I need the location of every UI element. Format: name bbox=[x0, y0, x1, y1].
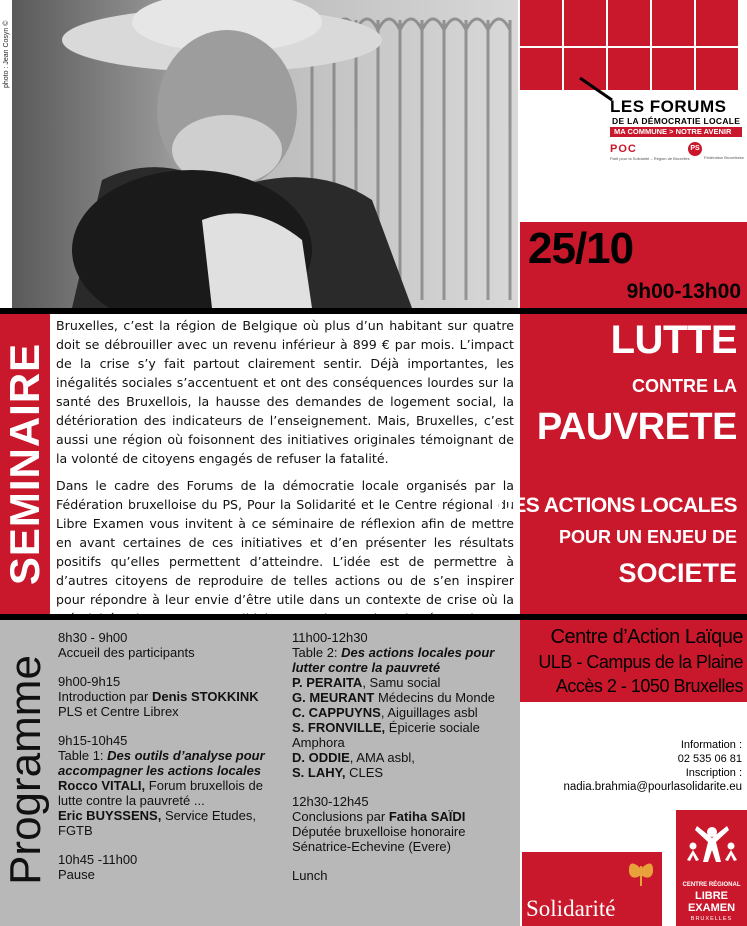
email-link[interactable]: nadia.brahmia@pourlasolidarite.eu bbox=[563, 781, 742, 793]
libre-examen-name: LIBRE EXAMEN bbox=[687, 890, 736, 914]
venue-line: Centre d’Action Laïque bbox=[550, 626, 743, 648]
portrait-thumb bbox=[520, 48, 562, 90]
item-text: Introduction par bbox=[58, 689, 152, 704]
event-photo bbox=[12, 0, 518, 308]
subtitle-line: SOCIETE bbox=[618, 558, 737, 588]
ps-logo: PS bbox=[688, 142, 702, 156]
speaker-name: P. PERAITA bbox=[292, 675, 363, 690]
seminaire-label: SEMINAIRE bbox=[1, 342, 48, 586]
item-text: Lunch bbox=[292, 868, 328, 883]
intro-text bbox=[56, 316, 514, 636]
programme-item bbox=[292, 868, 514, 883]
programme-item bbox=[292, 794, 514, 854]
item-time: 9h15-10h45 bbox=[58, 733, 128, 748]
speaker-org: , Aiguillages asbl bbox=[380, 705, 478, 720]
item-time: 8h30 - 9h00 bbox=[58, 630, 128, 645]
forums-subtitle: DE LA DÉMOCRATIE LOCALE bbox=[612, 116, 741, 126]
registration-label: Inscription : bbox=[685, 767, 742, 779]
photo-credit: photo : Jean Cosyn © bbox=[3, 20, 10, 88]
speaker-name: C. CAPPUYNS bbox=[292, 705, 381, 720]
forums-tagline: MA COMMUNE > NOTRE AVENIR bbox=[610, 127, 742, 137]
figures-icon bbox=[681, 816, 743, 878]
portrait-thumb bbox=[608, 48, 650, 90]
programme-item bbox=[58, 674, 286, 719]
subtitle-line: DES ACTIONS LOCALES bbox=[497, 494, 737, 517]
forums-logo bbox=[520, 0, 747, 222]
photo-illustration bbox=[12, 0, 518, 308]
programme-section bbox=[0, 620, 520, 926]
portrait-thumb bbox=[652, 48, 694, 90]
speaker-name: S. FRONVILLE, bbox=[292, 720, 386, 735]
poc-caption: Parti pour la Solidarité – Région de Bruxelles bbox=[610, 156, 690, 161]
libre-examen-city: BRUXELLES bbox=[690, 916, 733, 922]
ps-caption: Fédération Bruxelloise bbox=[704, 155, 744, 160]
programme-column bbox=[292, 630, 514, 897]
seminaire-banner bbox=[0, 314, 50, 614]
table-label: Table 2: bbox=[292, 645, 342, 660]
event-date: 25/10 bbox=[528, 224, 634, 273]
table-label: Table 1: bbox=[58, 748, 108, 763]
poc-logo: POC bbox=[610, 143, 637, 155]
programme-item bbox=[292, 630, 514, 780]
solidarite-logo bbox=[522, 852, 662, 926]
item-time: 12h30-12h45 bbox=[292, 794, 369, 809]
speaker-org: , AMA asbl, bbox=[349, 750, 415, 765]
portrait-thumb bbox=[696, 0, 738, 46]
speaker-org: Sénatrice-Echevine (Evere) bbox=[292, 839, 451, 854]
programme-label: Programme bbox=[1, 655, 50, 885]
programme-item bbox=[58, 852, 286, 882]
item-text: Conclusions par bbox=[292, 809, 389, 824]
speaker-name: Denis STOKKINK bbox=[151, 689, 259, 704]
libre-examen-label: CENTRE RÉGIONAL bbox=[682, 882, 741, 888]
title-block bbox=[497, 314, 747, 614]
venue-line: ULB - Campus de la Plaine bbox=[538, 652, 743, 672]
item-text: Pause bbox=[58, 867, 95, 882]
speaker-org: , Samu social bbox=[362, 675, 441, 690]
speaker-org: Service Etudes, FGTB bbox=[58, 808, 256, 838]
event-time: 9h00-13h00 bbox=[626, 280, 741, 303]
subtitle-line: POUR UN ENJEU DE bbox=[558, 527, 737, 547]
speech-pointer-icon bbox=[578, 76, 614, 104]
item-time: 10h45 -11h00 bbox=[58, 852, 138, 867]
intro-paragraph: Bruxelles, c’est la région de Belgique où plus d’un habitant sur quatre doit se débrouiller avec un revenu inférieur à 899 € par mois. L’impact de la crise s’y fait partout clairement sentir. Déjà importantes, les inégalités sociales s’accentuent et ont des conséquences lourdes sur la santé des Bruxellois, la hausse des demandes de logement social, la détérioration des indicateurs de l’enseignement. Mais, Bruxelles, c’est aussi une région où foisonnent des initiatives originales témoignant de la volonté de citoyens engagés de refuser la fatalité. bbox=[56, 318, 514, 466]
phone-number[interactable]: 02 535 06 81 bbox=[677, 753, 742, 765]
venue-line: Accès 2 - 1050 Bruxelles bbox=[555, 676, 743, 696]
info-label: Information : bbox=[680, 739, 742, 751]
speaker-org: Médecins du Monde bbox=[374, 690, 496, 705]
item-time: 9h00-9h15 bbox=[58, 674, 121, 689]
speaker-org: CLES bbox=[345, 765, 384, 780]
portrait-thumb bbox=[564, 0, 606, 46]
speaker-org: Députée bruxelloise honoraire bbox=[292, 824, 466, 839]
title-line: CONTRE LA bbox=[632, 376, 737, 396]
portrait-thumb bbox=[652, 0, 694, 46]
speaker-name: D. ODDIE bbox=[292, 750, 350, 765]
portrait-thumb bbox=[520, 0, 562, 46]
speaker-name: S. LAHY, bbox=[292, 765, 346, 780]
libre-examen-logo bbox=[676, 810, 747, 926]
programme-item bbox=[58, 630, 286, 660]
venue-block bbox=[520, 620, 747, 702]
table-title: Des actions locales pour lutter contre la pauvreté bbox=[292, 645, 495, 675]
speaker-name: Fatiha SAÏDI bbox=[388, 809, 466, 824]
title-line: PAUVRETE bbox=[536, 406, 737, 448]
speaker-org: PLS et Centre Librex bbox=[58, 704, 179, 719]
speaker-name: G. MEURANT bbox=[292, 690, 375, 705]
contact-info bbox=[520, 738, 742, 794]
portrait-thumb bbox=[696, 48, 738, 90]
title-line: LUTTE bbox=[610, 318, 737, 362]
item-time: 11h00-12h30 bbox=[292, 630, 368, 645]
programme-column bbox=[58, 630, 286, 896]
intro-paragraph: Dans le cadre des Forums de la démocratie locale organisés par la Fédération bruxelloise du PS, Pour la Solidarité et le Centre régional du Libre Examen vous invitent à ce séminaire de réflexion afin de mettre en avant certaines de ces initiatives et d’en présenter les résultats positifs qu’elles permettent d’atteindre. L’idée est de permettre à d’autres citoyens de reproduire de telles actions ou de s’en inspirer pour répondre à leur envie d’être utile dans un contexte de crise où la bbox=[56, 478, 514, 607]
programme-item bbox=[58, 733, 286, 838]
speaker-org: Forum bruxellois de lutte contre la pauvreté ... bbox=[58, 778, 263, 808]
item-text: Accueil des participants bbox=[58, 645, 195, 660]
date-block bbox=[520, 222, 747, 308]
speaker-org: Épicerie sociale Amphora bbox=[292, 720, 480, 750]
butterfly-icon bbox=[626, 856, 656, 890]
forums-title: LES FORUMS bbox=[610, 97, 727, 116]
portrait-thumb bbox=[608, 0, 650, 46]
solidarite-text: Solidarité bbox=[526, 896, 616, 921]
speaker-name: Rocco VITALI, bbox=[58, 778, 146, 793]
table-title: Des outils d’analyse pour accompagner les actions locales bbox=[58, 748, 265, 778]
speaker-name: Eric BUYSSENS, bbox=[58, 808, 162, 823]
